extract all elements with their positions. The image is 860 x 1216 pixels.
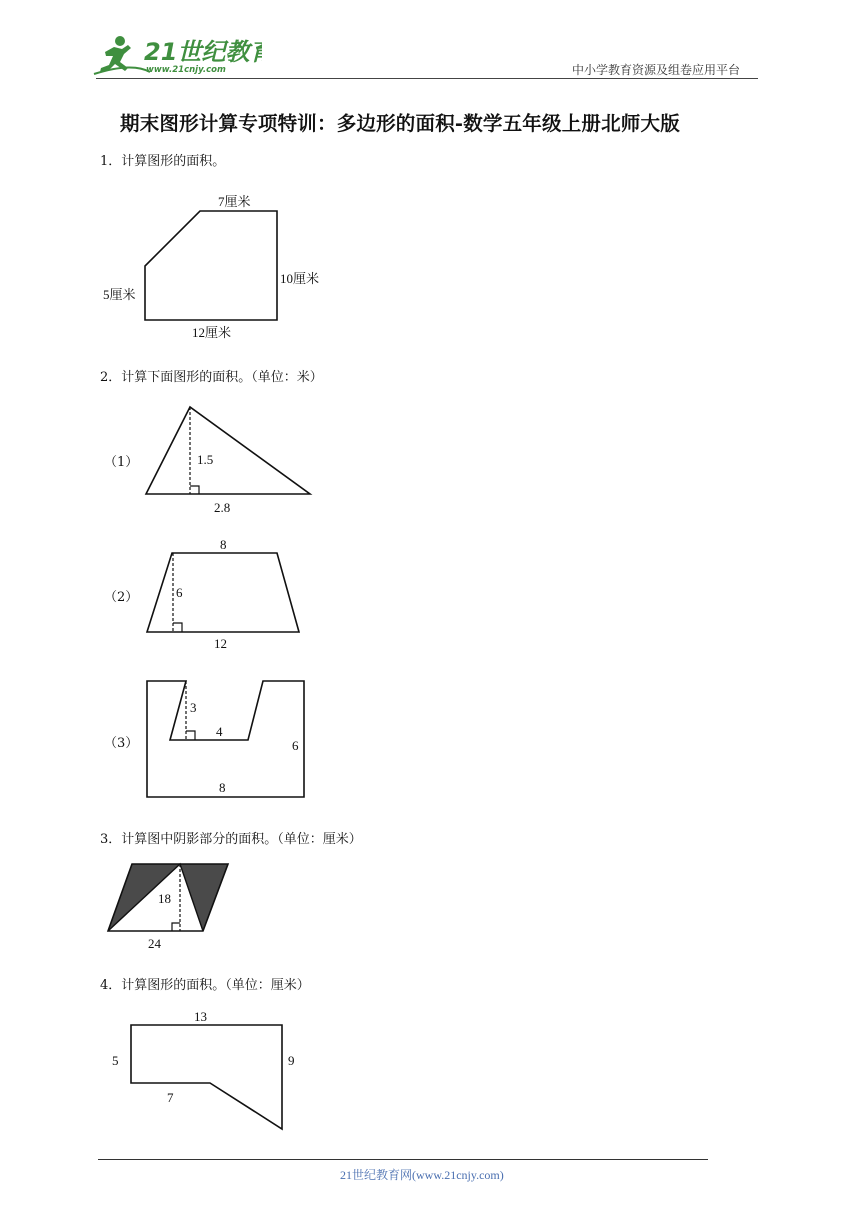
label-top: 13: [194, 1009, 207, 1024]
label-inner: 4: [216, 724, 223, 739]
part-tag-3: （3）: [104, 736, 139, 751]
label-bottom: 12厘米: [192, 325, 232, 340]
label-left: 5: [112, 1053, 119, 1068]
question-text: 计算下面图形的面积。（单位：米）: [121, 370, 323, 385]
label-top: 8: [220, 537, 227, 552]
label-base: 24: [148, 936, 161, 951]
question-number: 4．: [100, 978, 122, 993]
logo-url: www.21cnjy.com: [146, 65, 226, 75]
label-height: 3: [190, 700, 197, 715]
label-left: 5厘米: [103, 287, 136, 302]
question-number: 2．: [100, 370, 122, 385]
label-bottom: 8: [219, 780, 226, 795]
question-text: 计算图形的面积。（单位：厘米）: [121, 978, 310, 993]
footer-divider: [98, 1159, 708, 1160]
logo-text: 21世纪教育: [144, 38, 262, 66]
label-height: 6: [176, 585, 183, 600]
page-title: 期末图形计算专项特训：多边形的面积-数学五年级上册北师大版: [120, 112, 680, 135]
question-text: 计算图形的面积。: [121, 154, 226, 169]
label-right: 9: [288, 1053, 295, 1068]
label-height: 18: [158, 891, 171, 906]
label-right: 10厘米: [280, 271, 320, 286]
question-text: 计算图中阴影部分的面积。（单位：厘米）: [121, 832, 362, 847]
part-tag-1: （1）: [104, 455, 139, 470]
header-platform-text: 中小学教育资源及组卷应用平台: [572, 63, 741, 77]
label-bottom: 7: [167, 1090, 174, 1105]
footer-link[interactable]: 21世纪教育网(www.21cnjy.com): [340, 1168, 504, 1182]
part-tag-2: （2）: [104, 590, 139, 605]
label-height: 1.5: [197, 452, 214, 467]
label-bottom: 12: [214, 636, 227, 651]
label-base: 2.8: [214, 500, 231, 515]
question-number: 1．: [100, 154, 122, 169]
label-side: 6: [292, 738, 299, 753]
label-top: 7厘米: [218, 194, 251, 209]
question-number: 3．: [100, 832, 122, 847]
